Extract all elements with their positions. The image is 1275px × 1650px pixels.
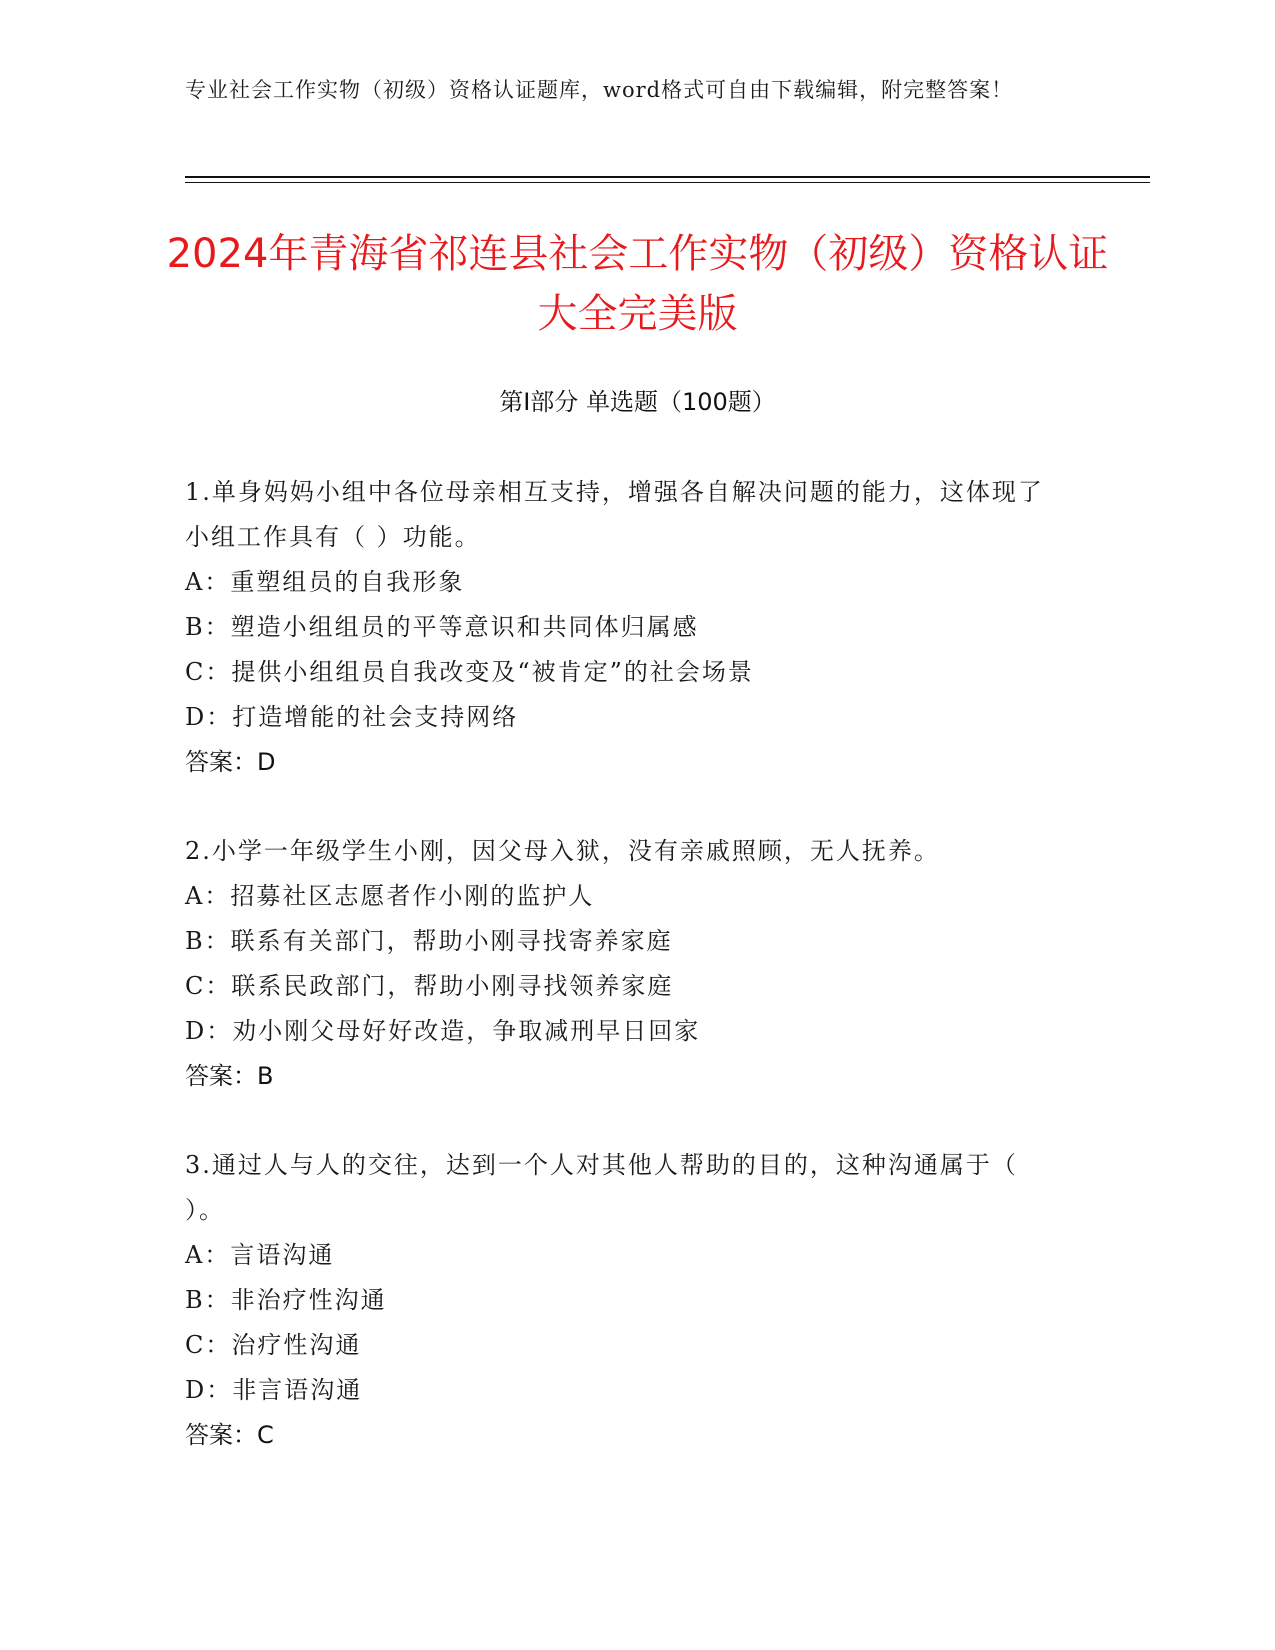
option-a: A：言语沟通 xyxy=(185,1241,335,1269)
option-b: B：非治疗性沟通 xyxy=(185,1286,387,1314)
option-d: D：打造增能的社会支持网络 xyxy=(185,703,519,731)
header-rule-thick xyxy=(185,176,1150,178)
question-stem: 3.通过人与人的交往，达到一个人对其他人帮助的目的，这种沟通属于（ ）。 xyxy=(185,1151,1018,1224)
question-2 xyxy=(185,829,1065,1099)
answer-line: 答案：B xyxy=(185,1062,274,1090)
option-a: A：重塑组员的自我形象 xyxy=(185,568,465,596)
option-c: C：提供小组组员自我改变及“被肯定”的社会场景 xyxy=(185,658,754,686)
document-title: 2024年青海省祁连县社会工作实物（初级）资格认证大全完美版 xyxy=(166,231,1109,337)
header-rule-thin xyxy=(185,182,1150,183)
option-b: B：塑造小组组员的平等意识和共同体归属感 xyxy=(185,613,699,641)
answer-line: 答案：D xyxy=(185,748,276,776)
option-c: C：联系民政部门，帮助小刚寻找领养家庭 xyxy=(185,972,674,1000)
question-list xyxy=(185,470,1065,1502)
section-heading: 第I部分 单选题（100题） xyxy=(499,388,776,416)
answer-line: 答案：C xyxy=(185,1421,274,1449)
question-stem: 2.小学一年级学生小刚，因父母入狱，没有亲戚照顾，无人抚养。 xyxy=(185,837,940,865)
option-d: D：劝小刚父母好好改造，争取减刑早日回家 xyxy=(185,1017,701,1045)
option-c: C：治疗性沟通 xyxy=(185,1331,362,1359)
page-header: 专业社会工作实物（初级）资格认证题库，word格式可自由下载编辑，附完整答案！ xyxy=(185,78,1014,102)
option-d: D：非言语沟通 xyxy=(185,1376,363,1404)
option-a: A：招募社区志愿者作小刚的监护人 xyxy=(185,882,595,910)
option-b: B：联系有关部门，帮助小刚寻找寄养家庭 xyxy=(185,927,673,955)
question-3 xyxy=(185,1143,1065,1458)
question-stem: 1.单身妈妈小组中各位母亲相互支持，增强各自解决问题的能力，这体现了小组工作具有（ ）功能。 xyxy=(185,478,1044,551)
question-1 xyxy=(185,470,1065,785)
